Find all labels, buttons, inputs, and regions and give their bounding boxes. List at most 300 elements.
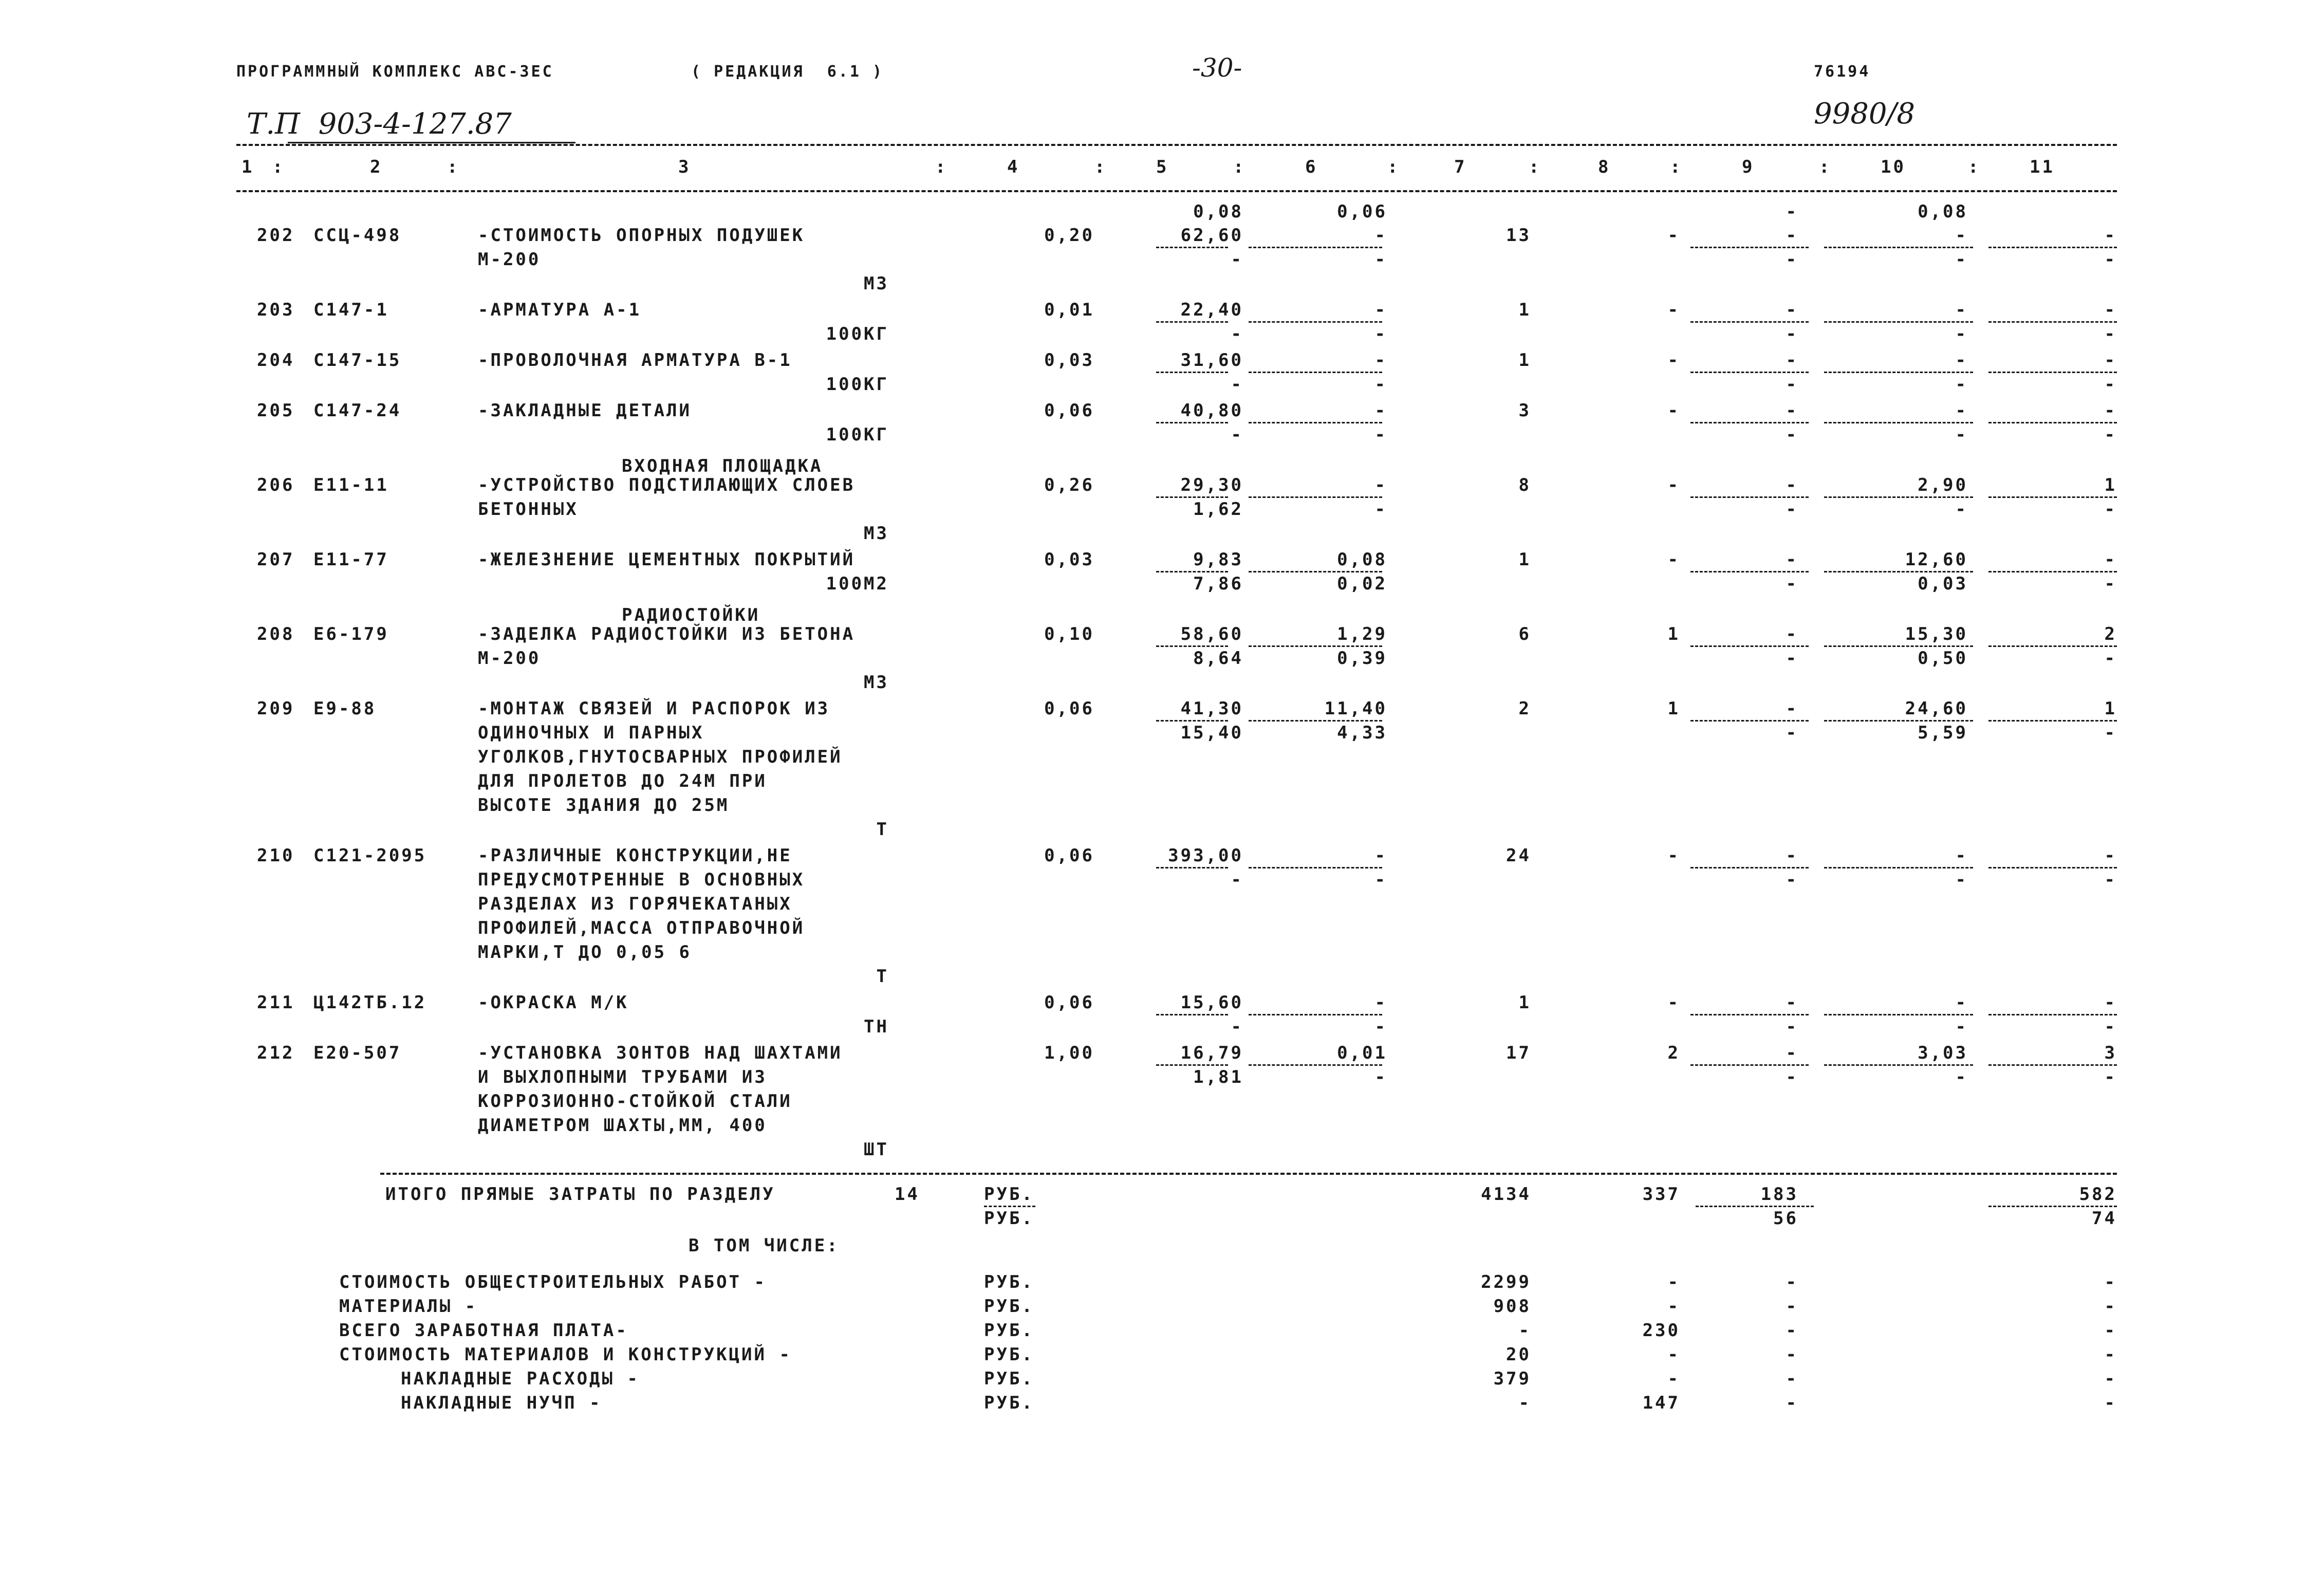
total-rule [380,1173,2117,1175]
column-label: 1 [241,157,254,177]
cell-rule [1824,1014,1973,1015]
program-name: ПРОГРАММНЫЙ КОМПЛЕКС АВС-3ЕС [236,63,554,81]
wage-cost: - [1667,350,1680,371]
work-description: ПРЕДУСМОТРЕННЫЕ В ОСНОВНЫХ [478,870,805,890]
cell-rule [1690,372,1809,373]
labour-cost: 3,03 [1918,1043,1968,1063]
breakdown-wage: - [1667,1369,1680,1389]
cell-rule [1988,422,2117,423]
work-description: БЕТОННЫХ [478,499,579,520]
cell-rule [1824,571,1973,572]
unit-wage: - [1231,374,1243,395]
work-description: МАРКИ,Т ДО 0,05 6 [478,942,692,963]
total-unit-2: РУБ. [984,1208,1034,1229]
wage-cost: - [1667,300,1680,320]
unit-cost: 22,40 [1180,300,1243,320]
cell-rule [1156,571,1228,572]
col11-sub: - [2104,424,2117,445]
machine-wage: - [1374,324,1387,344]
edition: ( РЕДАКЦИЯ 6.1 ) [691,63,884,81]
machine-wage: 4,33 [1337,723,1387,743]
unit-of-measure: 100КГ [826,374,889,395]
col9-value: - [1786,400,1798,421]
col9-sub: - [1786,249,1798,270]
col11-sub: - [2104,249,2117,270]
cell-rule [1156,1064,1228,1066]
cell-rule [1156,1014,1228,1015]
unit-wage: - [1231,324,1243,344]
col11-sub: - [2104,574,2117,594]
total-cost: 17 [1506,1043,1531,1063]
work-description: РАЗДЕЛАХ ИЗ ГОРЯЧЕКАТАНЫХ [478,894,792,914]
quantity: 0,06 [1044,400,1094,421]
value-prev: 0,08 [1918,201,1968,222]
unit-cost: 16,79 [1180,1043,1243,1063]
machine-wage: - [1374,499,1387,520]
machine-cost: 11,40 [1324,698,1387,719]
labour-sub: - [1955,1067,1968,1087]
machine-wage: - [1374,870,1387,890]
work-description: ДИАМЕТРОМ ШАХТЫ,ММ, 400 [478,1115,767,1136]
col9-value: - [1786,300,1798,320]
rate-code: Е9-88 [313,698,377,719]
including-heading: В ТОМ ЧИСЛЕ: [689,1235,840,1256]
work-description: ОДИНОЧНЫХ И ПАРНЫХ [478,723,704,743]
labour-cost: 12,60 [1905,549,1968,570]
column-label: 9 [1742,157,1755,177]
work-description: И ВЫХЛОПНЫМИ ТРУБАМИ ИЗ [478,1067,767,1087]
col9-sub: - [1786,1016,1798,1037]
machine-cost: - [1374,225,1387,246]
unit-of-measure: М3 [864,273,889,294]
work-description: -ЗАДЕЛКА РАДИОСТОЙКИ ИЗ БЕТОНА [478,624,856,644]
unit-cost: 9,83 [1193,549,1243,570]
breakdown-unit: РУБ. [984,1272,1034,1292]
machine-cost: - [1374,400,1387,421]
total-wage-sum: 337 [1642,1184,1680,1205]
breakdown-label: МАТЕРИАЛЫ - [339,1296,478,1317]
breakdown-col11: - [2104,1320,2117,1341]
cell-rule [1249,1014,1382,1015]
breakdown-col9: - [1786,1344,1798,1365]
col9-value: - [1786,350,1798,371]
project-underline [288,142,575,143]
breakdown-col11: - [2104,1369,2117,1389]
unit-wage: 1,81 [1193,1067,1243,1087]
cell-rule [1249,422,1382,423]
cell-rule [1696,1206,1814,1207]
quantity: 0,06 [1044,845,1094,866]
rate-code: Е6-179 [313,624,389,644]
unit-cost: 40,80 [1180,400,1243,421]
total-col9-sub: 56 [1773,1208,1798,1229]
breakdown-col11: - [2104,1393,2117,1413]
unit-of-measure: 100КГ [826,424,889,445]
value-prev: 0,08 [1193,201,1243,222]
page-number: -30- [1192,53,1242,83]
total-cost: 24 [1506,845,1531,866]
value-prev: 0,06 [1337,201,1387,222]
unit-wage: - [1231,249,1243,270]
total-cost: 6 [1518,624,1531,644]
cell-rule [1249,247,1382,248]
cell-rule [1690,496,1809,498]
machine-cost: - [1374,300,1387,320]
col9-value: - [1786,992,1798,1013]
cell-rule [1690,645,1809,647]
work-description: М-200 [478,249,541,270]
labour-sub: - [1955,424,1968,445]
total-cost: 1 [1518,992,1531,1013]
section-heading: ВХОДНАЯ ПЛОЩАДКА [622,456,823,476]
total-cost: 1 [1518,549,1531,570]
machine-wage: 0,02 [1337,574,1387,594]
wage-cost: - [1667,475,1680,495]
column-label: : [272,157,285,177]
breakdown-col9: - [1786,1320,1798,1341]
col9-sub: - [1786,574,1798,594]
labour-sub: - [1955,499,1968,520]
work-description: М-200 [478,648,541,669]
breakdown-label: ВСЕГО ЗАРАБОТНАЯ ПЛАТА- [339,1320,628,1341]
breakdown-wage: 147 [1642,1393,1680,1413]
labour-sub: - [1955,1016,1968,1037]
quantity: 0,06 [1044,698,1094,719]
breakdown-wage: - [1667,1344,1680,1365]
project-number: Т.П 903-4-127.87 [247,107,512,141]
work-description: -ПРОВОЛОЧНАЯ АРМАТУРА В-1 [478,350,792,371]
work-description: ВЫСОТЕ ЗДАНИЯ ДО 25М [478,795,730,816]
col9-value: - [1786,698,1798,719]
col9-sub: - [1786,870,1798,890]
cell-rule [1156,321,1228,323]
breakdown-cost: - [1518,1393,1531,1413]
col11-sub: - [2104,1067,2117,1087]
quantity: 1,00 [1044,1043,1094,1063]
row-number: 212 [257,1043,295,1063]
work-description: ДЛЯ ПРОЛЕТОВ ДО 24М ПРИ [478,771,767,791]
cell-rule [1988,1206,2117,1207]
machine-wage: - [1374,1067,1387,1087]
column-label: : [1094,157,1107,177]
column-label: : [1819,157,1832,177]
cell-rule [1156,720,1228,722]
quantity: 0,01 [1044,300,1094,320]
total-col11-sub: 74 [2092,1208,2117,1229]
sheet-number: 9980/8 [1814,97,1916,131]
rate-code: ССЦ-498 [313,225,402,246]
breakdown-label: СТОИМОСТЬ МАТЕРИАЛОВ И КОНСТРУКЦИЙ - [339,1344,792,1365]
machine-cost: 0,01 [1337,1043,1387,1063]
col9-value: - [1786,475,1798,495]
total-cost: 1 [1518,350,1531,371]
column-label: 10 [1881,157,1906,177]
work-description: ПРОФИЛЕЙ,МАССА ОТПРАВОЧНОЙ [478,918,805,938]
machine-wage: 0,39 [1337,648,1387,669]
unit-wage: 8,64 [1193,648,1243,669]
total-col11: 582 [2079,1184,2117,1205]
cell-rule [1824,720,1973,722]
labour-cost: - [1955,300,1968,320]
col9-sub: - [1786,324,1798,344]
cell-rule [1249,321,1382,323]
total-label: ИТОГО ПРЯМЫЕ ЗАТРАТЫ ПО РАЗДЕЛУ [385,1184,775,1205]
unit-of-measure: М3 [864,672,889,693]
column-label: : [935,157,948,177]
row-number: 207 [257,549,295,570]
total-col9: 183 [1760,1184,1798,1205]
unit-wage: - [1231,1016,1243,1037]
breakdown-cost: - [1518,1320,1531,1341]
labour-sub: 5,59 [1918,723,1968,743]
breakdown-label: СТОИМОСТЬ ОБЩЕСТРОИТЕЛЬНЫХ РАБОТ - [339,1272,767,1292]
labour-cost: - [1955,845,1968,866]
value-prev: - [1786,201,1798,222]
work-description: -МОНТАЖ СВЯЗЕЙ И РАСПОРОК ИЗ [478,698,830,719]
total-cost-sum: 4134 [1481,1184,1531,1205]
total-cost: 8 [1518,475,1531,495]
rate-code: Е20-507 [313,1043,402,1063]
unit-of-measure: ТН [864,1016,889,1037]
cell-rule [1249,645,1382,647]
unit-of-measure: 100М2 [826,574,889,594]
total-cost: 2 [1518,698,1531,719]
cell-rule [1690,720,1809,722]
col11-sub: - [2104,1016,2117,1037]
col11-sub: - [2104,374,2117,395]
col9-sub: - [1786,424,1798,445]
work-description: -РАЗЛИЧНЫЕ КОНСТРУКЦИИ,НЕ [478,845,792,866]
cell-rule [1824,1064,1973,1066]
machine-cost: - [1374,350,1387,371]
cell-rule [1690,321,1809,323]
cell-rule [1249,720,1382,722]
breakdown-unit: РУБ. [984,1393,1034,1413]
breakdown-col9: - [1786,1272,1798,1292]
total-section: 14 [895,1184,920,1205]
unit-cost: 41,30 [1180,698,1243,719]
breakdown-col9: - [1786,1369,1798,1389]
row-number: 208 [257,624,295,644]
col11-sub: - [2104,648,2117,669]
work-description: -СТОИМОСТЬ ОПОРНЫХ ПОДУШЕК [478,225,805,246]
labour-sub: 0,50 [1918,648,1968,669]
wage-cost: - [1667,400,1680,421]
quantity: 0,03 [1044,549,1094,570]
column-label: : [1387,157,1400,177]
cell-rule [1690,422,1809,423]
row-number: 204 [257,350,295,371]
labour-sub: - [1955,870,1968,890]
wage-cost: 1 [1667,624,1680,644]
cell-rule [1824,247,1973,248]
col11-value: - [2104,350,2117,371]
rate-code: Ц142ТБ.12 [313,992,427,1013]
labour-cost: 15,30 [1905,624,1968,644]
breakdown-cost: 908 [1493,1296,1531,1317]
cell-rule [1824,422,1973,423]
col9-value: - [1786,225,1798,246]
column-label: 6 [1305,157,1318,177]
top-rule [236,144,2117,146]
work-description: -ЗАКЛАДНЫЕ ДЕТАЛИ [478,400,692,421]
wage-cost: - [1667,549,1680,570]
labour-cost: - [1955,992,1968,1013]
breakdown-col9: - [1786,1393,1798,1413]
column-label: : [1529,157,1541,177]
wage-cost: 1 [1667,698,1680,719]
col11-value: - [2104,549,2117,570]
row-number: 205 [257,400,295,421]
breakdown-label: НАКЛАДНЫЕ РАСХОДЫ - [401,1369,640,1389]
labour-sub: 0,03 [1918,574,1968,594]
wage-cost: - [1667,992,1680,1013]
unit-wage: - [1231,870,1243,890]
quantity: 0,10 [1044,624,1094,644]
total-cost: 3 [1518,400,1531,421]
labour-cost: 2,90 [1918,475,1968,495]
col11-value: 1 [2104,698,2117,719]
breakdown-cost: 20 [1506,1344,1531,1365]
header-rule [236,190,2117,192]
cell-rule [1249,571,1382,572]
cell-rule [1690,867,1809,868]
unit-of-measure: Т [876,966,889,987]
cell-rule [1988,867,2117,868]
breakdown-col11: - [2104,1344,2117,1365]
col9-sub: - [1786,374,1798,395]
unit-of-measure: Т [876,819,889,840]
breakdown-label: НАКЛАДНЫЕ НУЧП - [401,1393,602,1413]
unit-wage: 1,62 [1193,499,1243,520]
wage-cost: - [1667,225,1680,246]
cell-rule [1690,571,1809,572]
unit-cost: 393,00 [1168,845,1243,866]
unit-of-measure: 100КГ [826,324,889,344]
total-cost: 1 [1518,300,1531,320]
col11-sub: - [2104,499,2117,520]
row-number: 210 [257,845,295,866]
col11-value: - [2104,992,2117,1013]
cell-rule [1690,247,1809,248]
labour-cost: - [1955,350,1968,371]
col11-value: - [2104,300,2117,320]
labour-sub: - [1955,249,1968,270]
cell-rule [1156,496,1228,498]
breakdown-wage: 230 [1642,1320,1680,1341]
wage-cost: - [1667,845,1680,866]
cell-rule [1690,1064,1809,1066]
work-description: -ОКРАСКА М/К [478,992,629,1013]
column-label: 3 [678,157,691,177]
unit-of-measure: ШТ [864,1139,889,1160]
unit-wage: - [1231,424,1243,445]
labour-cost: - [1955,400,1968,421]
unit-cost: 62,60 [1180,225,1243,246]
cell-rule [1824,372,1973,373]
cell-rule [1156,247,1228,248]
unit-cost: 58,60 [1180,624,1243,644]
col11-value: - [2104,225,2117,246]
unit-wage: 15,40 [1180,723,1243,743]
cell-rule [984,1206,1035,1207]
column-label: : [1670,157,1683,177]
cell-rule [1988,247,2117,248]
cell-rule [1824,496,1973,498]
cell-rule [1156,867,1228,868]
cell-rule [1249,372,1382,373]
labour-sub: - [1955,374,1968,395]
machine-cost: 1,29 [1337,624,1387,644]
row-number: 202 [257,225,295,246]
rate-code: Е11-77 [313,549,389,570]
cell-rule [1249,867,1382,868]
wage-cost: 2 [1667,1043,1680,1063]
column-label: : [447,157,460,177]
unit-of-measure: М3 [864,523,889,544]
col9-value: - [1786,624,1798,644]
breakdown-unit: РУБ. [984,1320,1034,1341]
col9-value: - [1786,1043,1798,1063]
cell-rule [1824,645,1973,647]
cell-rule [1156,422,1228,423]
col9-value: - [1786,845,1798,866]
breakdown-unit: РУБ. [984,1344,1034,1365]
work-description: -АРМАТУРА А-1 [478,300,642,320]
machine-wage: - [1374,424,1387,445]
rate-code: С147-1 [313,300,389,320]
col11-sub: - [2104,324,2117,344]
rate-code: С147-15 [313,350,402,371]
cell-rule [1824,321,1973,323]
row-number: 209 [257,698,295,719]
breakdown-unit: РУБ. [984,1369,1034,1389]
unit-wage: 7,86 [1193,574,1243,594]
column-label: : [1968,157,1981,177]
row-number: 206 [257,475,295,495]
column-label: 7 [1454,157,1467,177]
col11-value: - [2104,400,2117,421]
breakdown-cost: 2299 [1481,1272,1531,1292]
breakdown-cost: 379 [1493,1369,1531,1389]
work-description: УГОЛКОВ,ГНУТОСВАРНЫХ ПРОФИЛЕЙ [478,747,843,767]
column-label: 4 [1007,157,1020,177]
breakdown-col11: - [2104,1296,2117,1317]
cell-rule [1824,867,1973,868]
cell-rule [1988,1064,2117,1066]
cell-rule [1988,1014,2117,1015]
rate-code: С121-2095 [313,845,427,866]
work-description: -ЖЕЛЕЗНЕНИЕ ЦЕМЕНТНЫХ ПОКРЫТИЙ [478,549,856,570]
work-description: -УСТАНОВКА ЗОНТОВ НАД ШАХТАМИ [478,1043,843,1063]
machine-wage: - [1374,1016,1387,1037]
cell-rule [1988,720,2117,722]
cell-rule [1249,496,1382,498]
row-number: 203 [257,300,295,320]
machine-cost: - [1374,845,1387,866]
column-label: : [1233,157,1246,177]
col9-sub: - [1786,723,1798,743]
machine-cost: 0,08 [1337,549,1387,570]
cell-rule [1156,372,1228,373]
breakdown-wage: - [1667,1272,1680,1292]
column-label: 8 [1598,157,1611,177]
cell-rule [1156,645,1228,647]
col11-value: 2 [2104,624,2117,644]
cell-rule [1988,645,2117,647]
col11-value: - [2104,845,2117,866]
rate-code: Е11-11 [313,475,389,495]
